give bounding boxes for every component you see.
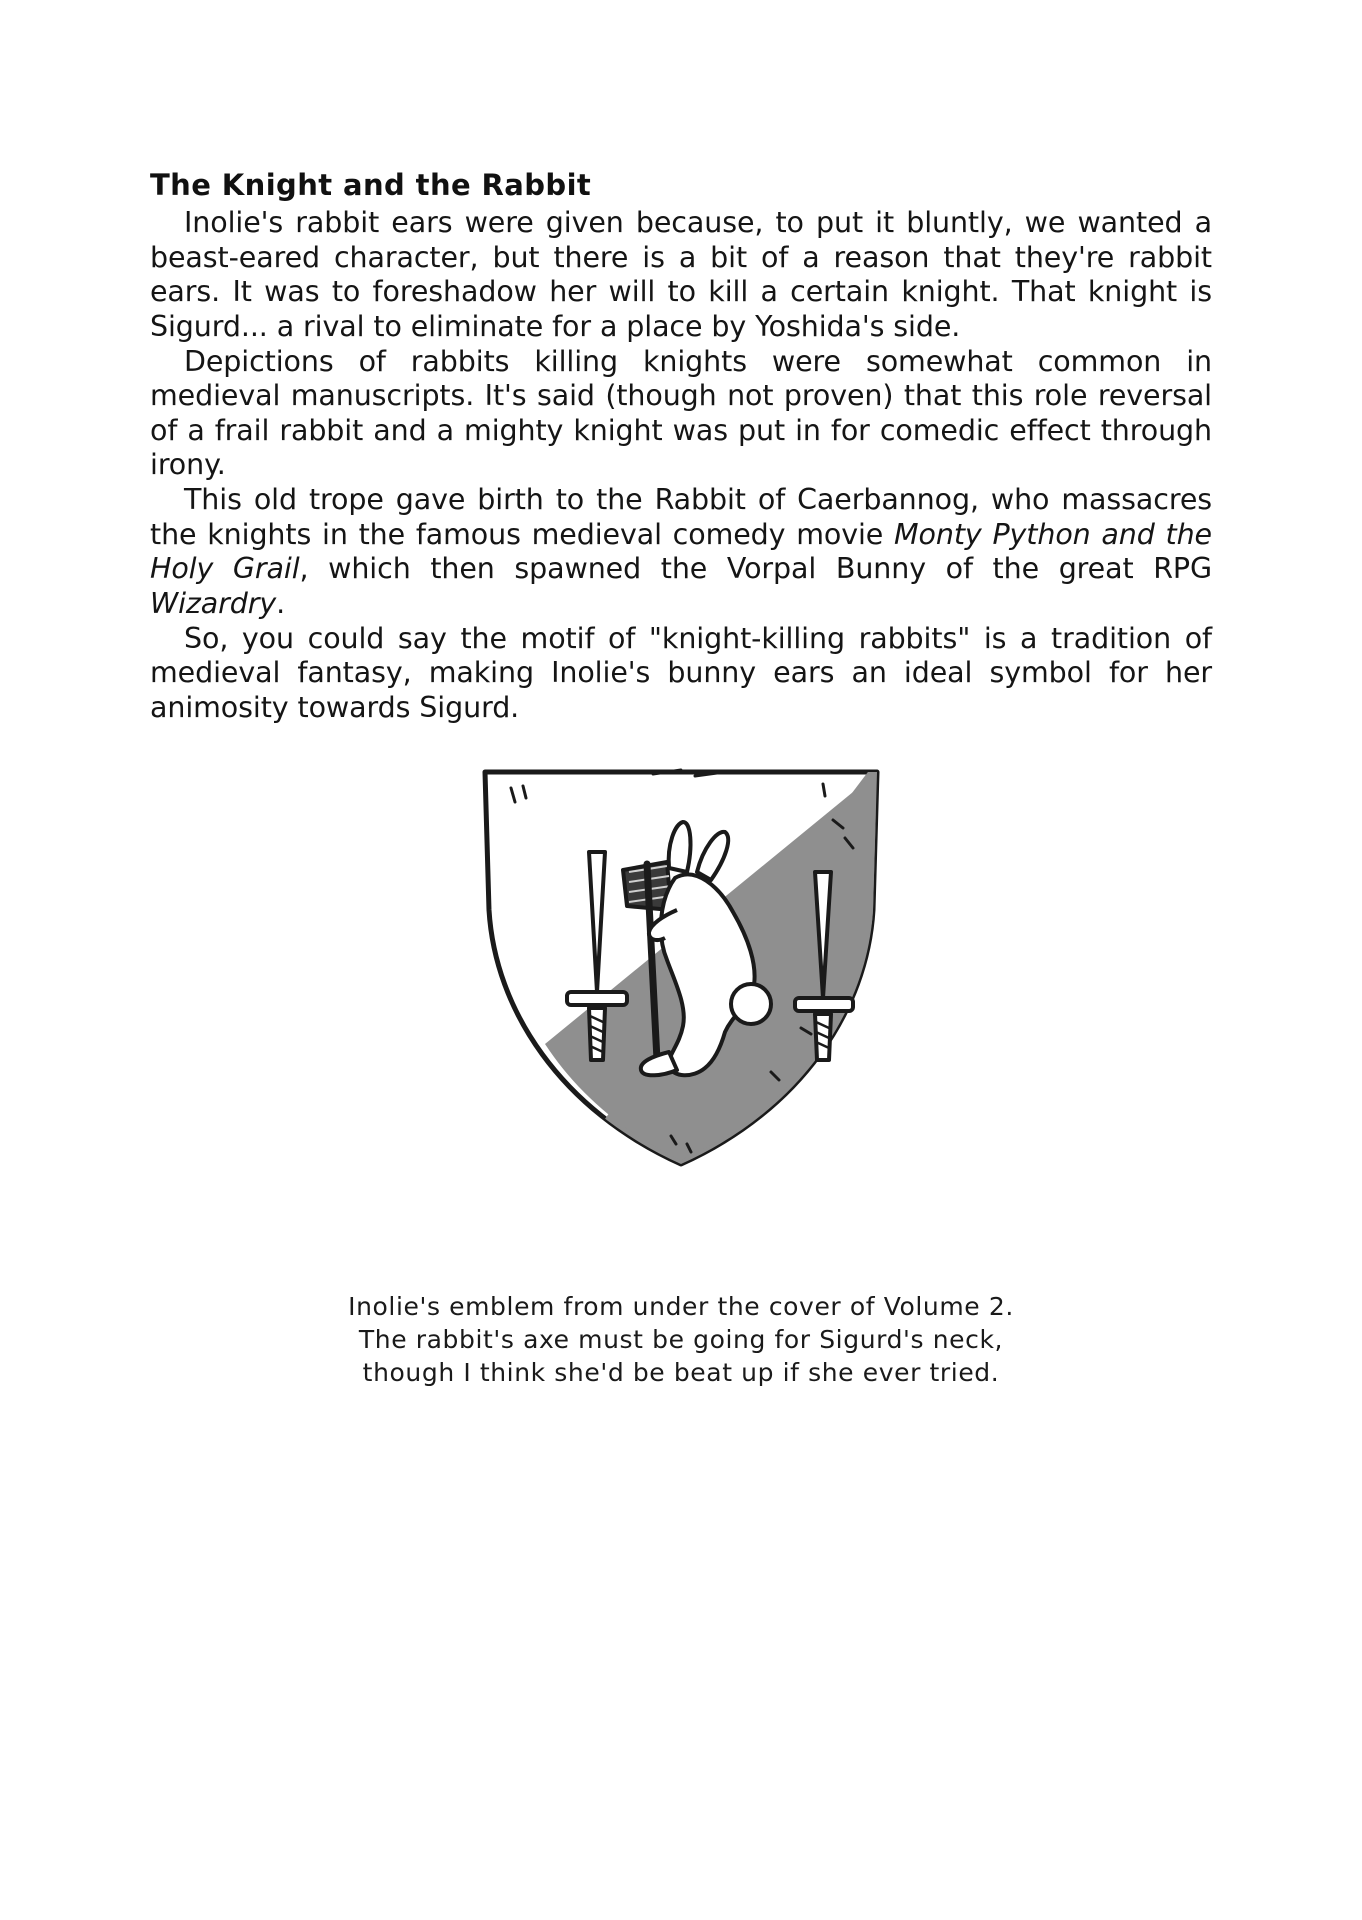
paragraph-3-mid: , which then spawned the Vorpal Bunny of the great RPG: [299, 552, 1212, 586]
game-title: Wizardry: [150, 586, 277, 620]
paragraph-3: [150, 483, 1212, 622]
shield-icon: [471, 760, 891, 1180]
article-body: [150, 168, 1212, 725]
paragraph-4: So, you could say the motif of "knight-killing rabbits" is a tradition of medieval fantasy, making Inolie's bunny ears an ideal symbol for her animosity towards Sigurd.: [150, 621, 1212, 724]
caption-line-3: though I think she'd be beat up if she ever tried.: [362, 1358, 1000, 1387]
movie-title: Monty Python and the Holy Grail: [150, 517, 1212, 586]
figure-emblem: [0, 760, 1362, 1184]
caption-line-1: Inolie's emblem from under the cover of Volume 2.: [348, 1292, 1014, 1321]
page-title: The Knight and the Rabbit: [150, 168, 592, 202]
paragraph-1: Inolie's rabbit ears were given because, to put it bluntly, we wanted a beast-eared character, but there is a bit of a reason that they're rabbit ears. It was to foreshadow her will to kill a certain knight. That knight is Sigurd... a rival to eliminate for a place by Yoshida's side.: [150, 206, 1212, 343]
shield-illustration: [471, 760, 891, 1180]
paragraph-3-tail: .: [276, 586, 286, 620]
caption-line-2: The rabbit's axe must be going for Sigurd's neck,: [358, 1325, 1004, 1354]
figure-caption: [0, 1290, 1362, 1389]
paragraph-3-lead: This old trope gave birth to the Rabbit of Caerbannog, who massacres the knights in the famous medieval comedy movie: [150, 483, 1212, 551]
paragraph-2: Depictions of rabbits killing knights were somewhat common in medieval manuscripts. It's said (though not proven) that this role reversal of a frail rabbit and a mighty knight was put in for comedic effect through irony.: [150, 344, 1212, 482]
